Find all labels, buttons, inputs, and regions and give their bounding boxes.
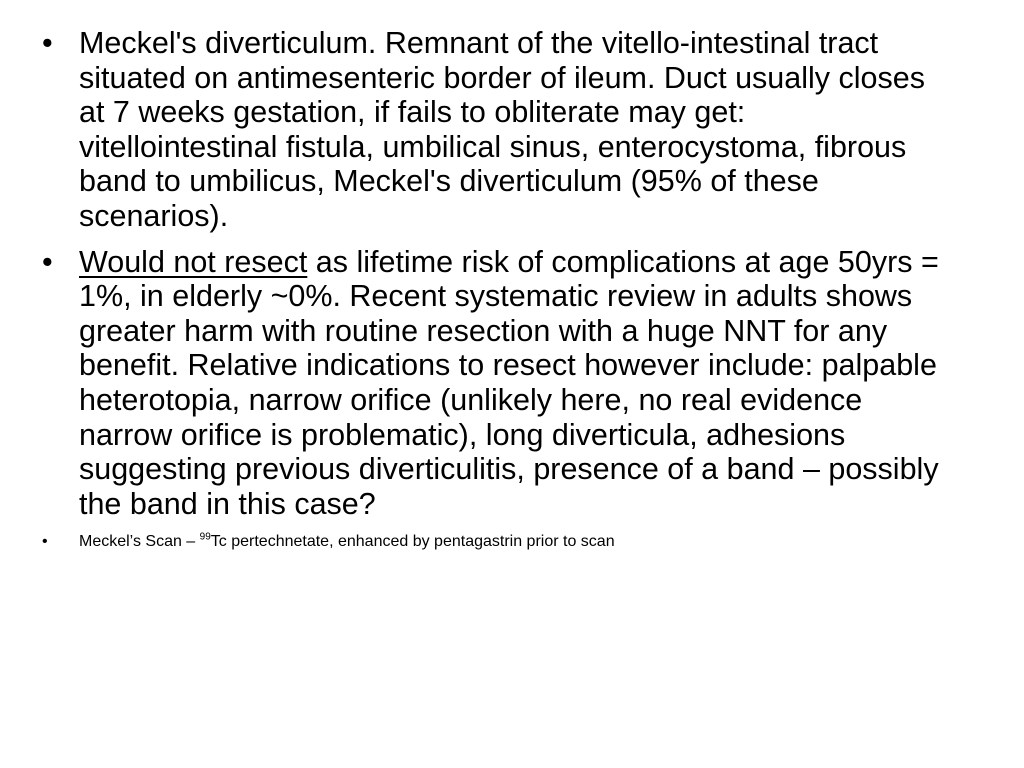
bullet-prefix: Meckel’s Scan –: [79, 533, 200, 551]
bullet-list: [40, 26, 950, 552]
bullet-text: Tc pertechnetate, enhanced by pentagastrin prior to scan: [210, 533, 615, 551]
isotope-superscript: 99: [199, 531, 211, 543]
bullet-icon: •: [42, 26, 53, 60]
bullet-text: Meckel's diverticulum. Remnant of the vitello-intestinal tract situated on antimesenteric border of ileum. Duct usually closes at 7 weeks gestation, if fails to obliterate may get: vitellointestinal fistula, umbilical sinus, enterocystoma, fibrous band to umbilicus, Meckel's diverticulum (95% of these scenarios).: [79, 26, 925, 233]
bullet-item-meckels-scan: [40, 532, 950, 552]
bullet-underlined-phrase: Would not resect: [79, 244, 308, 279]
bullet-icon: •: [42, 244, 53, 279]
bullet-item-would-not-resect: [40, 245, 950, 522]
bullet-text: as lifetime risk of complications at age 50yrs = 1%, in elderly ~0%. Recent systematic review in adults shows greater harm with routine resection with a huge NNT for any benefit. Relative indications to resect however include: palpable heterotopia, narrow orifice (unlikely here, no real evidence narrow orifice is problematic), long diverticula, adhesions suggesting previous diverticulitis, presence of a band – possibly the band in this case?: [79, 244, 939, 521]
bullet-icon: •: [42, 533, 48, 551]
bullet-item-meckels-diverticulum: [40, 26, 950, 234]
